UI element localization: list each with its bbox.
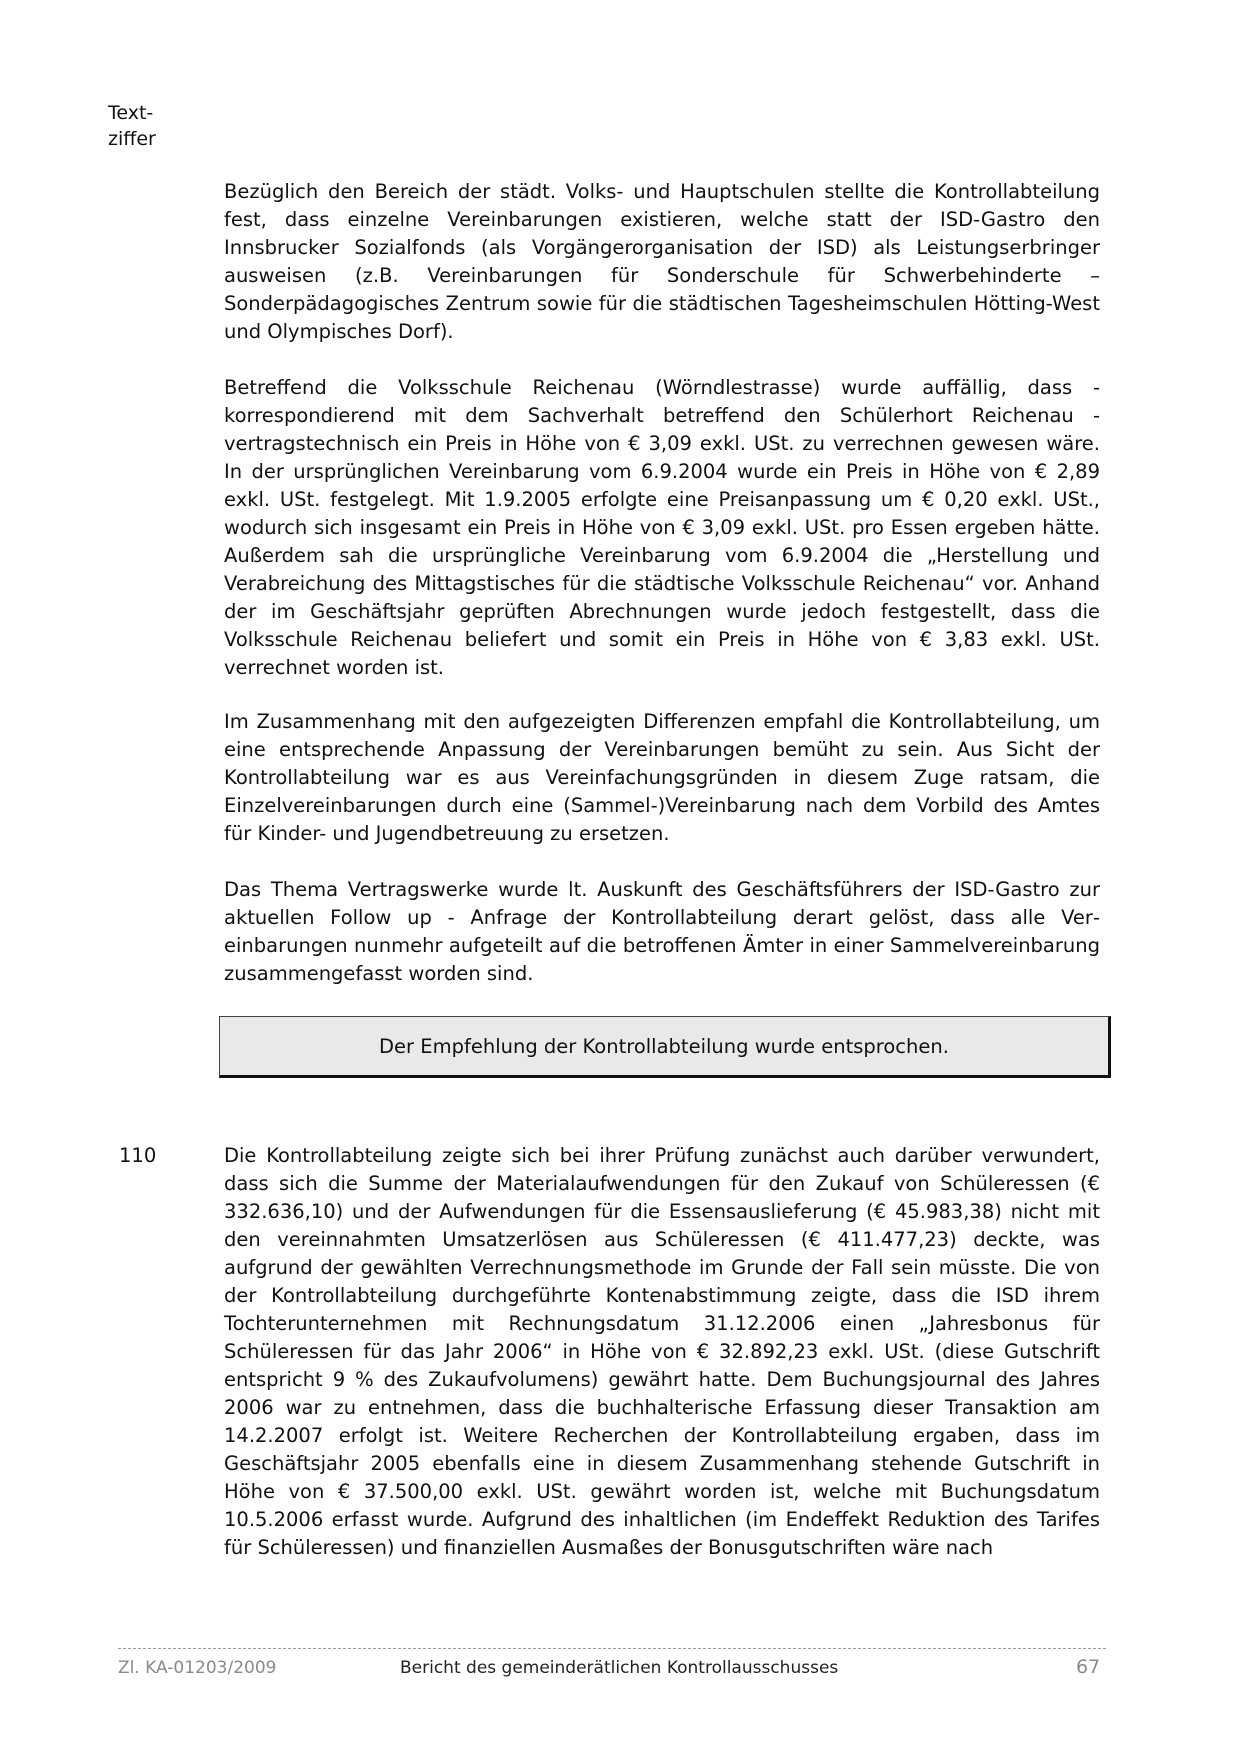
recommendation-status-box bbox=[219, 1016, 1111, 1078]
paragraph-recommendation: Im Zusammenhang mit den aufgezeigten Differenzen empfahl die Kontrollabteilung, um eine entsprechende Anpassung der Vereinbarungen bemüht zu sein. Aus Sicht der Kontrollabteilung war es aus Vereinfachungsgründen in diesem Zuge ratsam, die Einzelvereinbarungen durch eine (Sammel-)Vereinbarung nach dem Vorbild des Amtes für Kinder- und Jugendbetreuung zu ersetzen. bbox=[224, 710, 1100, 845]
footer-page-number: 67 bbox=[1076, 1656, 1101, 1678]
paragraph-follow-up: Das Thema Vertragswerke wurde lt. Auskunft des Geschäftsführers der ISD-Gastro zur aktuellen Follow up - Anfrage der Kontrollabteilung derart gelöst, dass alle Vereinbarungen nunmehr aufgeteilt auf die betroffenen Ämter in einer Sammelvereinbarung zusammengefasst worden sind. bbox=[224, 878, 1100, 985]
footer-divider bbox=[118, 1648, 1106, 1649]
textziffer-number: 110 bbox=[119, 1144, 157, 1167]
footer-reference: Zl. KA-01203/2009 bbox=[118, 1658, 277, 1678]
footer-report-title: Bericht des gemeinderätlichen Kontrollausschusses bbox=[400, 1658, 839, 1678]
paragraph-volksschule-reichenau: Betreffend die Volksschule Reichenau (Wörndlestrasse) wurde auffällig, dass - korrespondierend mit dem Sachverhalt betreffend den Schülerhort Reichenau - vertragstechnisch ein Preis in Höhe von € 3,09 exkl. USt. zu verrechnen gewesen wäre. In der ursprünglichen Vereinbarung vom 6.9.2004 wurde ein Preis in Höhe von € 2,89 exkl. USt. festgelegt. Mit 1.9.2005 erfolgte eine Preisanpassung um € 0,20 exkl. USt., wodurch sich insgesamt ein Preis in Höhe von € 3,09 exkl. USt. pro Essen ergeben hätte. Außerdem sah die ursprüngliche Vereinbarung vom 6.9.2004 die „Herstellung und Verabreichung des Mittagstisches für die städtische Volksschule Reichenau“ vor. Anhand der im Geschäftsjahr geprüften Abrechnungen wurde jedoch festgestellt, dass die Volksschule Reichenau beliefert und somit ein Preis in Höhe von € 3,83 exkl. USt. verrechnet worden ist. bbox=[224, 376, 1100, 679]
paragraph-contract-parties: Bezüglich den Bereich der städt. Volks- und Hauptschulen stellte die Kontrollabteilung fest, dass einzelne Vereinbarungen existieren, welche statt der ISD-Gastro den Innsbrucker Sozialfonds (als Vorgängerorganisation der ISD) als Leistungserbringer ausweisen (z.B. Vereinbarungen für Sonderschule für Schwerbehinderte – Sonderpädagogisches Zentrum sowie für die städtischen Tagesheimschulen Hötting-West und Olympisches Dorf). bbox=[224, 180, 1100, 343]
textziffer-label-line-2: ziffer bbox=[108, 128, 156, 150]
textziffer-column-label bbox=[108, 100, 188, 152]
recommendation-status-text: Der Empfehlung der Kontrollabteilung wurde entsprochen. bbox=[379, 1034, 949, 1058]
paragraph-material-expenses: Die Kontrollabteilung zeigte sich bei ihrer Prüfung zunächst auch darüber verwundert, dass sich die Summe der Materialaufwendungen für den Zukauf von Schüleressen (€ 332.636,10) und der Aufwendungen für die Essensauslieferung (€ 45.983,38) nicht mit den vereinnahmten Umsatzerlösen aus Schüleressen (€ 411.477,23) deckte, was aufgrund der gewählten Verrechnungsmethode im Grunde der Fall sein müsste. Die von der Kontrollabteilung durchgeführte Kontenabstimmung zeigte, dass die ISD ihrem Tochterunternehmen mit Rechnungsdatum 31.12.2006 einen „Jahresbonus für Schüleressen für das Jahr 2006“ in Höhe von € 32.892,23 exkl. USt. (diese Gutschrift entspricht 9 % des Zukaufvolumens) gewährt hatte. Dem Buchungsjournal des Jahres 2006 war zu entnehmen, dass die buchhalterische Erfassung dieser Transaktion am 14.2.2007 erfolgt ist. Weitere Recherchen der Kontrollabteilung ergaben, dass im Geschäftsjahr 2005 ebenfalls eine in diesem Zusammenhang stehende Gutschrift in Höhe von € 37.500,00 exkl. USt. gewährt worden ist, welche mit Buchungsdatum 10.5.2006 erfasst wurde. Aufgrund des inhaltlichen (im Endeffekt Reduktion des Tarifes für Schüleressen) und finanziellen Ausmaßes der Bonusgutschriften wäre nach bbox=[224, 1144, 1100, 1559]
textziffer-label-line-1: Text- bbox=[108, 102, 154, 124]
